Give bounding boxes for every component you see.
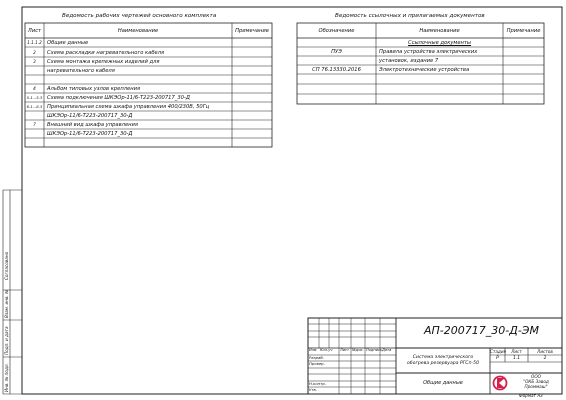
stage-label: Стадия [490, 349, 507, 354]
company-line-2: "ОКБ Завод [523, 379, 549, 384]
table-row-name: Схема раскладки нагревательного кабеля [47, 50, 165, 56]
table-row-name: ШКЭОр-11/6-Т223-200717_30-Д [47, 131, 133, 137]
stamp-replaces-inv: Взам. инв. № [4, 289, 9, 318]
company-logo [494, 377, 507, 390]
table-row-name: Общие данные [47, 40, 89, 46]
project-name-line-1: Система электрического [412, 355, 474, 360]
stamp-inv-original: Инв. № подл. [4, 363, 9, 392]
table-row-name: Принципиальная схема шкафа управления 400/230В, 50Гц [47, 104, 210, 110]
change-header-kolvo: Кол.уч [320, 348, 333, 352]
table-row-sheet: 1.1.1.2 [27, 40, 42, 45]
company-line-3: Проммаш" [524, 384, 548, 389]
role-developer: Разраб. [309, 355, 324, 360]
table-row-name: нагревательного кабеля [47, 68, 115, 74]
change-header-list: Лист [340, 348, 350, 352]
refs-table-title: Ведомость ссылочных и прилагаемых документов [335, 13, 485, 19]
change-header-izm: Изм. [309, 348, 318, 352]
table-row-sheet: 7 [33, 122, 36, 127]
company-line-1: ООО [531, 374, 541, 379]
sheets-total: 2 [543, 356, 547, 361]
role-checker: Провер. [309, 361, 325, 366]
stage-value: Р [496, 356, 499, 361]
project-name-line-2: обогрева резервуара РГСп-50 [407, 361, 479, 366]
list-item: установок, издание 7 [379, 58, 439, 64]
stamp-sign-date: Подп. и дата [4, 326, 9, 355]
table-row-sheet: 4 [33, 86, 36, 91]
drawings-header-name: Наименование [117, 28, 159, 34]
table-row-sheet: 2 [33, 50, 36, 55]
list-item: Электротехнические устройства [379, 67, 470, 73]
change-header-sign: Подпись [366, 348, 383, 352]
list-item: Ссылочные документы [407, 40, 472, 46]
table-row-sheet: 6.1...6.3 [26, 104, 43, 109]
sheets-label: Листов [537, 349, 553, 354]
table-row-name: ШКЭОр-11/6-Т223-200717_30-Д [47, 113, 133, 119]
role-approved: Утв. [309, 387, 317, 392]
drawings-header-note: Примечание [235, 28, 269, 34]
refs-header-name: Наименование [419, 28, 460, 34]
role-norm-control: Н.контр. [309, 381, 326, 386]
sheet-label: Лист [511, 349, 522, 354]
drawings-table-title: Ведомость рабочих чертежей основного комплекта [62, 13, 217, 19]
stamp-agreed: Согласовано [4, 251, 9, 280]
list-item: ПУЭ [331, 49, 342, 55]
sheet-number: 1.1 [513, 356, 520, 361]
refs-header-note: Примечание [506, 28, 541, 34]
table-row-name: Схема монтажа крепежных изделий для [47, 59, 160, 65]
drawings-header-sheet: Лист [27, 28, 42, 34]
table-row-name: Схема подключения ШКЭОр-11/6-Т223-200717_30-Д [47, 95, 190, 101]
paper-format: Формат А3 [519, 393, 543, 398]
table-row-sheet: 5.1...5.3 [26, 95, 43, 100]
table-row-sheet: 3 [33, 59, 36, 64]
list-item: СП 76.13330.2016 [312, 67, 361, 73]
table-row-name: Альбом типовых узлов крепления [47, 86, 141, 92]
change-header-doc: №док. [352, 348, 364, 352]
table-row-name: Внешний вид шкафа управления [47, 122, 139, 128]
document-code: АП-200717_30-Д-ЭМ [424, 324, 539, 337]
list-item: Правила устройства электрических [379, 49, 478, 55]
sheet-title: Общие данные [423, 380, 463, 386]
change-header-date: Дата [382, 348, 392, 352]
refs-header-designation: Обозначение [318, 28, 355, 34]
